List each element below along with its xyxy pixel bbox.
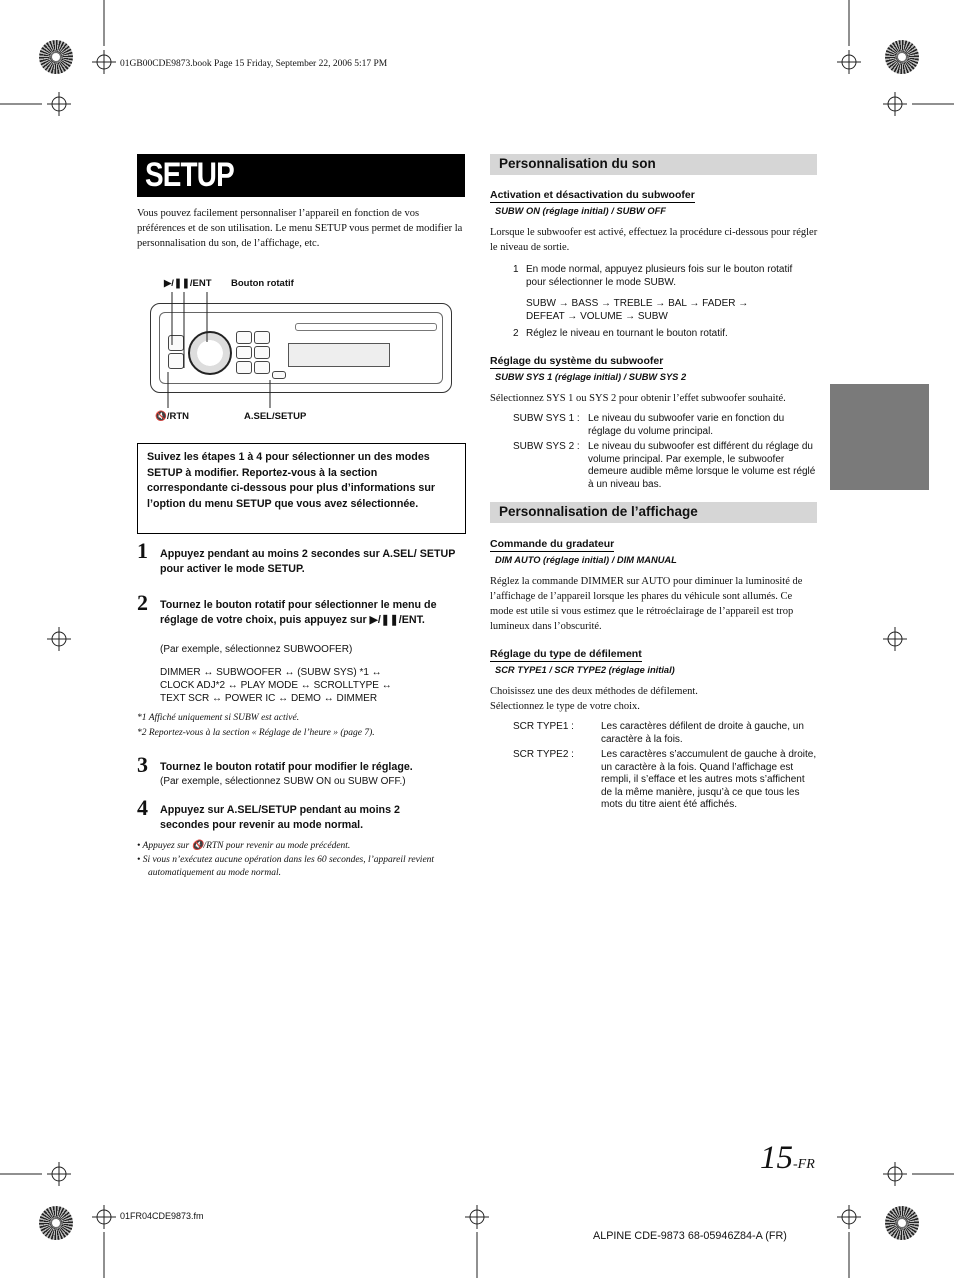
list-text: Réglez le niveau en tournant le bouton rotatif. <box>526 328 728 339</box>
subsection-options: DIM AUTO (réglage initial) / DIM MANUAL <box>495 555 677 565</box>
definition-term: SUBW SYS 2 : <box>513 441 580 452</box>
label-rotary: Bouton rotatif <box>231 278 294 289</box>
body-text: Réglez la commande DIMMER sur AUTO pour diminuer la luminosité de l’affichage de l’appareil lorsque les phares du véhicule sont allumés. Ce mode est utile si vous estimez que le rétroéclairage de l’appareil est trop lumineux dans l’obscurité. <box>490 576 803 632</box>
definition-term: SCR TYPE2 : <box>513 749 574 760</box>
step-number: 2 <box>137 590 148 615</box>
step-number: 4 <box>137 795 148 820</box>
step-number: 3 <box>137 752 148 777</box>
step-2-text: Tournez le bouton rotatif pour sélectionner le menu de réglage de votre choix, puis appuyez sur ▶/❚❚/ENT. <box>160 599 437 626</box>
label-asel: A.SEL/SETUP <box>244 411 307 422</box>
step-1-text: Appuyez pendant au moins 2 secondes sur A.SEL/ SETUP pour activer le mode SETUP. <box>160 548 456 575</box>
subsection-title: Réglage du type de défilement <box>490 648 642 660</box>
body-text: Choisissez une des deux méthodes de défilement. <box>490 686 698 697</box>
sound-chain-line: SUBW → BASS → TREBLE → BAL → FADER → <box>526 298 749 309</box>
step-4-text: Appuyez sur A.SEL/SETUP pendant au moins 2 secondes pour revenir au mode normal. <box>160 804 400 831</box>
subsection-title: Réglage du système du subwoofer <box>490 355 664 367</box>
label-play-ent: ▶/❚❚/ENT <box>164 278 212 289</box>
definition-term: SUBW SYS 1 : <box>513 413 580 424</box>
subsection-title: Commande du gradateur <box>490 538 615 550</box>
step-3-text: Tournez le bouton rotatif pour modifier le réglage. <box>160 761 413 773</box>
section-thumb-tab <box>830 384 929 490</box>
body-text: Sélectionnez SYS 1 ou SYS 2 pour obtenir l’effet subwoofer souhaité. <box>490 393 786 404</box>
definition-text: Les caractères s’accumulent de gauche à droite, un caractère à la fois. Quand l’affichage est rempli, il s’efface et les autres mots s’affichent de la même manière, jusqu’à ce que tous les mots du titre aient été affichés. <box>601 749 817 810</box>
bullet-note: • Si vous n’exécutez aucune opération dans les 60 secondes, l’appareil revient automatiquement au mode normal. <box>137 855 435 878</box>
footer-model: ALPINE CDE-9873 68-05946Z84-A (FR) <box>593 1230 787 1242</box>
definition-text: Le niveau du subwoofer est différent du réglage du volume principal. Par exemple, le subwoofer demeure audible même lorsque le volume est réglé à un niveau bas. <box>588 441 816 490</box>
footnote-1: *1 Affiché uniquement si SUBW est activé. <box>137 713 300 723</box>
page-title: SETUP <box>145 156 234 194</box>
label-rtn: 🔇/RTN <box>155 411 189 422</box>
menu-chain-line: CLOCK ADJ*2 ↔ PLAY MODE ↔ SCROLLTYPE ↔ <box>160 680 392 691</box>
bullet-note: • Appuyez sur 🔇/RTN pour revenir au mode précédent. <box>137 841 351 851</box>
list-text: En mode normal, appuyez plusieurs fois sur le bouton rotatif pour sélectionner le mode SUBW. <box>526 264 793 288</box>
callout-text: Suivez les étapes 1 à 4 pour sélectionner un des modes SETUP à modifier. Reportez-vous à la section correspondante ci-dessous pour plus d’informations sur l’option du menu SETUP que vous avez sélectionnée. <box>147 451 436 510</box>
list-number: 2 <box>513 328 519 339</box>
sound-chain-line: DEFEAT → VOLUME → SUBW <box>526 311 668 322</box>
print-info: 01GB00CDE9873.book Page 15 Friday, September 22, 2006 5:17 PM <box>120 59 388 69</box>
footer-filename: 01FR04CDE9873.fm <box>120 1211 204 1221</box>
definition-term: SCR TYPE1 : <box>513 721 574 732</box>
menu-chain-line: DIMMER ↔ SUBWOOFER ↔ (SUBW SYS) *1 ↔ <box>160 667 382 678</box>
subsection-options: SUBW SYS 1 (réglage initial) / SUBW SYS 2 <box>495 372 687 382</box>
section-heading-affichage: Personnalisation de l’affichage <box>490 502 817 523</box>
footnote-2: *2 Reportez-vous à la section « Réglage de l’heure » (page 7). <box>137 728 375 738</box>
page-number: 15-FR <box>760 1140 815 1176</box>
list-number: 1 <box>513 264 519 275</box>
section-heading-son: Personnalisation du son <box>490 154 817 175</box>
step-3-example: (Par exemple, sélectionnez SUBW ON ou SUBW OFF.) <box>160 776 406 787</box>
subsection-title: Activation et désactivation du subwoofer <box>490 189 695 201</box>
definition-text: Le niveau du subwoofer varie en fonction du réglage du volume principal. <box>588 413 785 437</box>
intro-paragraph: Vous pouvez facilement personnaliser l’appareil en fonction de vos préférences et de son utilisation. Le menu SETUP vous permet de modifier la personnalisation du son, de l’affichage, etc. <box>137 208 463 249</box>
instruction-callout <box>137 443 466 534</box>
step-2-example: (Par exemple, sélectionnez SUBWOOFER) <box>160 644 353 655</box>
body-text: Lorsque le subwoofer est activé, effectuez la procédure ci-dessous pour régler le niveau de sortie. <box>490 227 818 253</box>
subsection-options: SUBW ON (réglage initial) / SUBW OFF <box>495 206 666 216</box>
menu-chain-line: TEXT SCR ↔ POWER IC ↔ DEMO ↔ DIMMER <box>160 693 378 704</box>
step-number: 1 <box>137 538 148 563</box>
definition-text: Les caractères défilent de droite à gauche, un caractère à la fois. <box>601 721 804 745</box>
body-text: Sélectionnez le type de votre choix. <box>490 701 640 712</box>
subsection-options: SCR TYPE1 / SCR TYPE2 (réglage initial) <box>495 665 675 675</box>
